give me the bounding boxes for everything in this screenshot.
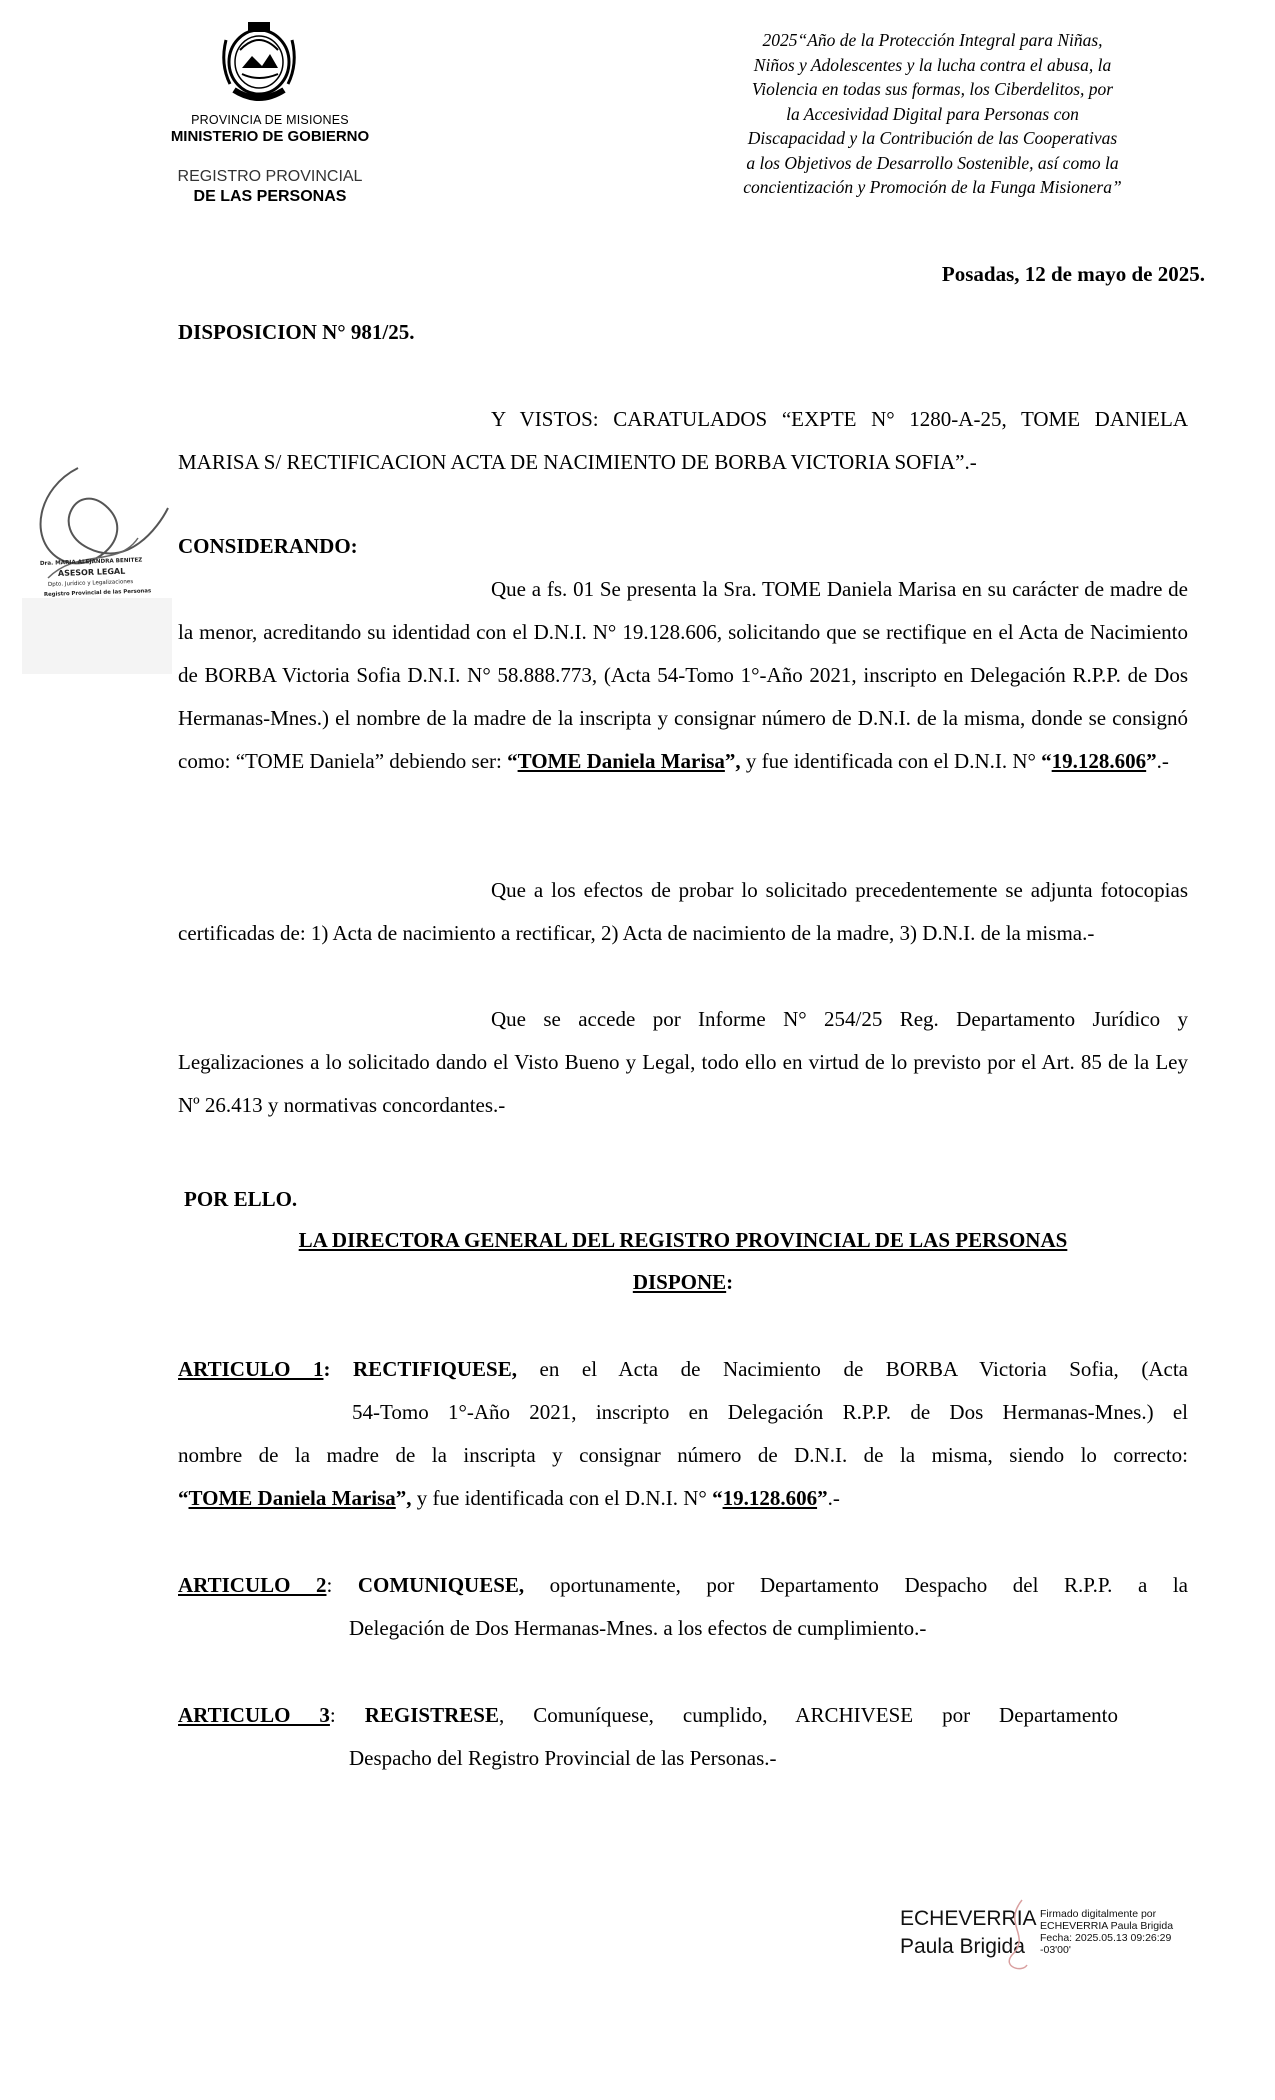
paragraph-2-text: Que a los efectos de probar lo solicitado precedentemente se adjunta fotocopias certificadas de: 1) Acta de nacimiento a rectificar, 2) Acta de nacimiento de la madre, 3) D.N.I. de la misma.- bbox=[178, 878, 1188, 945]
vistos-text: Y VISTOS: CARATULADOS “EXPTE N° 1280-A-25, TOME DANIELA MARISA S/ RECTIFICACION ACTA DE NACIMIENTO DE BORBA VICTORIA SOFIA”.- bbox=[178, 407, 1188, 474]
article-1-text: en el Acta de Nacimiento de BORBA Victoria Sofia, (Acta bbox=[516, 1357, 1188, 1381]
article-1-mother-name: TOME Daniela Marisa bbox=[188, 1486, 396, 1510]
para1-end: .- bbox=[1156, 749, 1169, 773]
article-3-verb: REGISTRESE bbox=[335, 1703, 499, 1727]
article-1-quote: “ bbox=[712, 1486, 723, 1510]
article-1-line2: 54-Tomo 1°-Año 2021, inscripto en Delegación R.P.P. de Dos Hermanas-Mnes.) el bbox=[352, 1400, 1188, 1424]
article-3-label: ARTICULO 3 bbox=[178, 1703, 330, 1727]
directora-title: LA DIRECTORA GENERAL DEL REGISTRO PROVINCIAL DE LAS PERSONAS bbox=[298, 1228, 1068, 1252]
motto-line: Niños y Adolescentes y la lucha contra el abusa, la bbox=[753, 54, 1112, 75]
svg-text:ASESOR LEGAL: ASESOR LEGAL bbox=[57, 566, 126, 578]
signature-meta-line: Fecha: 2025.05.13 09:26:29 bbox=[1040, 1932, 1172, 1944]
article-3-text: , Comuníquese, cumplido, ARCHIVESE por Departamento bbox=[498, 1703, 1118, 1727]
svg-text:Registro Provincial de las Per: Registro Provincial de las Personas bbox=[43, 588, 152, 598]
motto-line: 2025“Año de la Protección Integral para Niñas, bbox=[762, 30, 1103, 50]
article-1-verb: RECTIFIQUESE, bbox=[330, 1357, 517, 1381]
article-1-end: .- bbox=[827, 1486, 840, 1510]
motto-line: Violencia en todas sus formas, los Ciberdelitos, por bbox=[751, 79, 1114, 99]
motto-line: a los Objetivos de Desarrollo Sostenible, así como la bbox=[746, 152, 1119, 173]
article-3 bbox=[178, 1694, 1188, 1780]
dispone-colon: : bbox=[726, 1270, 734, 1294]
article-1-line3: nombre de la madre de la inscripta y consignar número de D.N.I. de la misma, siendo lo correcto: bbox=[178, 1443, 1188, 1467]
article-1-quote: ”, bbox=[395, 1486, 412, 1510]
signature-given-names: Paula Brigida bbox=[900, 1935, 1025, 1958]
para1-quote: ” bbox=[1146, 749, 1157, 773]
article-2-line1 bbox=[178, 1564, 1188, 1607]
considerando-label: CONSIDERANDO: bbox=[178, 534, 358, 558]
document-date: Posadas, 12 de mayo de 2025. bbox=[941, 262, 1205, 286]
article-1-line1 bbox=[178, 1348, 1188, 1391]
legal-advisor-stamp bbox=[18, 448, 178, 676]
article-1-quote: “ bbox=[178, 1486, 189, 1510]
paragraph-3-text: Que se accede por Informe N° 254/25 Reg. Departamento Jurídico y Legalizaciones a lo solicitado dando el Visto Bueno y Legal, todo ello en virtud de lo previsto por el Art. 85 de la Ley Nº 26.413 y normativas concordantes.- bbox=[178, 1007, 1188, 1117]
para1-quote: “ bbox=[1041, 749, 1052, 773]
dispone-word: DISPONE bbox=[632, 1270, 727, 1294]
para1-text: Que a fs. 01 Se presenta la Sra. TOME Daniela Marisa en su carácter de madre de la menor, acreditando su identidad con el D.N.I. N° 19.128.606, solicitando que se rectifique en el Acta de Nacimiento de BORBA Victoria Sofia D.N.I. N° 58.888.773, (Acta 54-Tomo 1°-Año 2021, inscripto en Delegación R.P.P. de Dos Hermanas-Mnes.) el nombre de la madre de la inscripta y consignar número de D.N.I. de la misma, donde se consignó como: “TOME Daniela” debiendo ser: bbox=[178, 577, 1188, 773]
para1-quote: ”, bbox=[724, 749, 741, 773]
article-1-label: ARTICULO 1 bbox=[178, 1357, 324, 1381]
article-3-line1 bbox=[178, 1694, 1118, 1737]
considerando-paragraph-1 bbox=[178, 568, 1188, 783]
article-3-line2: Despacho del Registro Provincial de las Personas.- bbox=[349, 1746, 777, 1770]
para1-dni: 19.128.606 bbox=[1051, 749, 1147, 773]
signature-meta-line: Firmado digitalmente por bbox=[1040, 1908, 1157, 1920]
motto-line: Discapacidad y la Contribución de las Cooperativas bbox=[747, 128, 1118, 148]
signature-flourish-icon bbox=[992, 1895, 1042, 1975]
para1-text-mid: y fue identificada con el D.N.I. N° bbox=[740, 749, 1042, 773]
article-1-line4 bbox=[178, 1477, 1188, 1520]
article-1-text-mid: y fue identificada con el D.N.I. N° bbox=[411, 1486, 713, 1510]
article-2-verb: COMUNIQUESE, bbox=[332, 1573, 525, 1597]
article-2-text: oportunamente, por Departamento Despacho del R.P.P. a la bbox=[524, 1573, 1188, 1597]
year-motto bbox=[660, 28, 1205, 200]
org-province: PROVINCIA DE MISIONES bbox=[191, 113, 349, 127]
article-1 bbox=[178, 1348, 1188, 1520]
article-2 bbox=[178, 1564, 1188, 1650]
svg-text:Dra. MARIA ALEJANDRA BENITEZ: Dra. MARIA ALEJANDRA BENITEZ bbox=[39, 557, 143, 567]
para1-quote: “ bbox=[507, 749, 518, 773]
motto-line: concientización y Promoción de la Funga Misionera” bbox=[743, 177, 1122, 197]
motto-line: la Accesividad Digital para Personas con bbox=[786, 103, 1079, 124]
por-ello: POR ELLO. bbox=[184, 1187, 298, 1211]
considerando-paragraph-2 bbox=[178, 869, 1188, 955]
vistos-paragraph bbox=[178, 398, 1188, 484]
org-ministry: MINISTERIO DE GOBIERNO bbox=[170, 128, 370, 145]
dispone-heading bbox=[178, 1270, 1188, 1295]
signature-surname: ECHEVERRIA bbox=[900, 1907, 1037, 1930]
article-1-quote: ” bbox=[817, 1486, 828, 1510]
svg-text:Dpto. Jurídico y Legalizacione: Dpto. Jurídico y Legalizaciones bbox=[47, 579, 134, 588]
org-registry bbox=[120, 167, 420, 207]
article-1-dni: 19.128.606 bbox=[722, 1486, 818, 1510]
disposition-number: DISPOSICION N° 981/25. bbox=[178, 320, 415, 344]
article-3-colon: : bbox=[329, 1703, 336, 1727]
signature-meta-line: ECHEVERRIA Paula Brigida bbox=[1040, 1920, 1174, 1932]
paragraph-1-text bbox=[178, 568, 1188, 783]
article-2-label: ARTICULO 2 bbox=[178, 1573, 327, 1597]
article-2-line2: Delegación de Dos Hermanas-Mnes. a los efectos de cumplimiento.- bbox=[349, 1616, 927, 1640]
org-registry-line2: DE LAS PERSONAS bbox=[193, 188, 347, 205]
provincial-seal-icon bbox=[212, 20, 307, 108]
article-2-colon: : bbox=[326, 1573, 333, 1597]
signature-meta-line: -03'00' bbox=[1040, 1944, 1071, 1956]
org-registry-line1: REGISTRO PROVINCIAL bbox=[177, 168, 363, 185]
article-1-colon: : bbox=[323, 1357, 331, 1381]
para1-mother-name: TOME Daniela Marisa bbox=[517, 749, 725, 773]
considerando-paragraph-3 bbox=[178, 998, 1188, 1127]
digital-signature-meta bbox=[1040, 1908, 1190, 1956]
